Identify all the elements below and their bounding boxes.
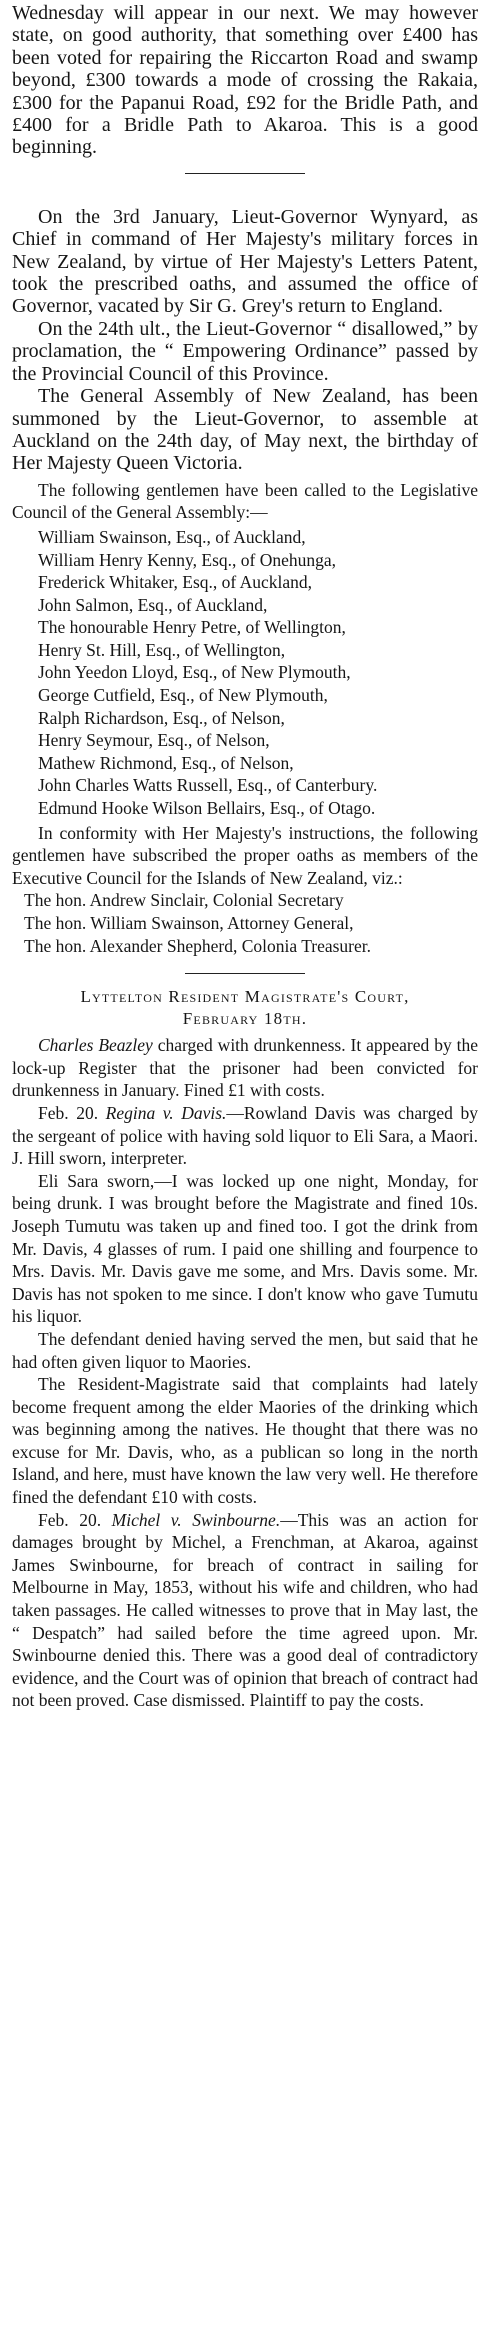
witness-testimony: Eli Sara sworn,—I was locked up one night, Monday, for being drunk. I was brought before the Magistrate and fined 10s. Joseph Tumutu was taken up and fined too. I got the drink from Mr. Davis, 4 glasses of rum. I paid one shilling and fourpence to Mrs. Davis. Mr. Davis gave me some, and Mrs. Davis some. Mr. Davis has not spoken to me since. I don't know who gave Tumutu his liquor.: [12, 1170, 478, 1327]
case-title: Regina v. Davis.: [105, 1102, 227, 1123]
list-item: Frederick Whitaker, Esq., of Auckland,: [38, 572, 313, 593]
list-item: Henry St. Hill, Esq., of Wellington,: [38, 639, 286, 660]
paragraph-governor-oaths: On the 3rd January, Lieut-Governor Wynyard, as Chief in command of Her Majesty's military forces in New Zealand, by virtue of Her Majesty's Letters Patent, took the prescribed oaths, and assumed the office of Governor, vacated by Sir G. Grey's return to England.: [12, 205, 478, 318]
case-date: Feb. 20.: [38, 1509, 112, 1530]
list-item: John Yeedon Lloyd, Esq., of New Plymouth,: [38, 662, 351, 683]
list-item: The honourable Henry Petre, of Wellington,: [38, 617, 346, 638]
list-item: Ralph Richardson, Esq., of Nelson,: [38, 707, 285, 728]
case-michel-v-swinbourne: [12, 1509, 478, 1712]
magistrate-ruling: The Resident-Magistrate said that complaints had lately become frequent among the elder Maories of the drinking which was beginning among the natives. He thought that there was no excuse for Mr. Davis, who, as a publican so long in the north Island, and here, must have known the law very well. He therefore fined the defendant £10 with costs.: [12, 1374, 478, 1508]
case-date: Feb. 20.: [38, 1102, 106, 1123]
case-text: charged with drunkenness. It appeared by the lock-up Register that the prisoner had been convicted for drunkenness in January. Fined £1 with costs.: [12, 1035, 478, 1101]
list-item: The hon. Andrew Sinclair, Colonial Secretary: [24, 890, 344, 911]
list-item: John Charles Watts Russell, Esq., of Canterbury.: [38, 775, 378, 796]
case-text: —This was an action for damages brought by Michel, a Frenchman, at Akaroa, against James Swinbourne, for breach of contract in sailing for Melbourne in May, 1853, without his wife and children, who had taken passages. He called witnesses to prove that in May last, the “ Despatch” had sailed before the time agreed upon. Mr. Swinbourne denied this. There was a good deal of contradictory evidence, and the Court was of opinion that breach of contract had not been proved. Case dismissed. Plaintiff to pay the costs.: [12, 1509, 478, 1711]
case-regina-v-davis: [12, 1102, 478, 1170]
list-item: William Henry Kenny, Esq., of Onehunga,: [38, 549, 337, 570]
list-item: John Salmon, Esq., of Auckland,: [38, 594, 268, 615]
court-date-heading: February 18th.: [182, 1009, 308, 1029]
court-heading: Lyttelton Resident Magistrate's Court,: [80, 987, 410, 1007]
list-item: Edmund Hooke Wilson Bellairs, Esq., of Otago.: [38, 798, 376, 819]
executive-officer-list: [12, 889, 478, 957]
paragraph-ordinance-disallowed: On the 24th ult., the Lieut-Governor “ disallowed,” by proclamation, the “ Empowering Ordinance” passed by the Provincial Council of this Province.: [12, 317, 478, 385]
paragraph-council-intro: The following gentlemen have been called to the Legislative Council of the General Assembly:—: [12, 479, 478, 523]
case-beazley: [12, 1034, 478, 1102]
case-title: Michel v. Swinbourne.: [111, 1509, 281, 1530]
list-item: Mathew Richmond, Esq., of Nelson,: [38, 752, 294, 773]
paragraph-executive-council: In conformity with Her Majesty's instructions, the following gentlemen have subscribed the proper oaths as members of the Executive Council for the Islands of New Zealand, viz.:: [12, 822, 478, 888]
list-item: William Swainson, Esq., of Auckland,: [38, 526, 306, 547]
paragraph-general-assembly: The General Assembly of New Zealand, has been summoned by the Lieut-Governor, to assemble at Auckland on the 24th day, of May next, the birthday of Her Majesty Queen Victoria.: [12, 385, 478, 475]
paragraph-road-grants: Wednesday will appear in our next. We may however state, on good authority, that something over £400 has been voted for repairing the Riccarton Road and swamp beyond, £300 towards a mode of crossing the Rakaia, £300 for the Papanui Road, £92 for the Bridle Path, and £400 for a Bridle Path to Akaroa. This is a good beginning.: [12, 2, 478, 159]
list-item: Henry Seymour, Esq., of Nelson,: [38, 730, 270, 751]
council-member-list: [12, 526, 478, 820]
defendant-statement: The defendant denied having served the men, but said that he had often given liquor to Maories.: [12, 1328, 478, 1372]
case-text: —Rowland Davis was charged by the sergeant of police with having sold liquor to Eli Sara, a Maori. J. Hill sworn, interpreter.: [12, 1102, 479, 1169]
list-item: The hon. William Swainson, Attorney General,: [24, 913, 354, 933]
list-item: George Cutfield, Esq., of New Plymouth,: [38, 685, 328, 706]
list-item: The hon. Alexander Shepherd, Colonia Treasurer.: [24, 935, 372, 956]
defendant-name: Charles Beazley: [38, 1035, 153, 1056]
section-divider: [185, 973, 305, 974]
section-divider: [185, 173, 305, 174]
